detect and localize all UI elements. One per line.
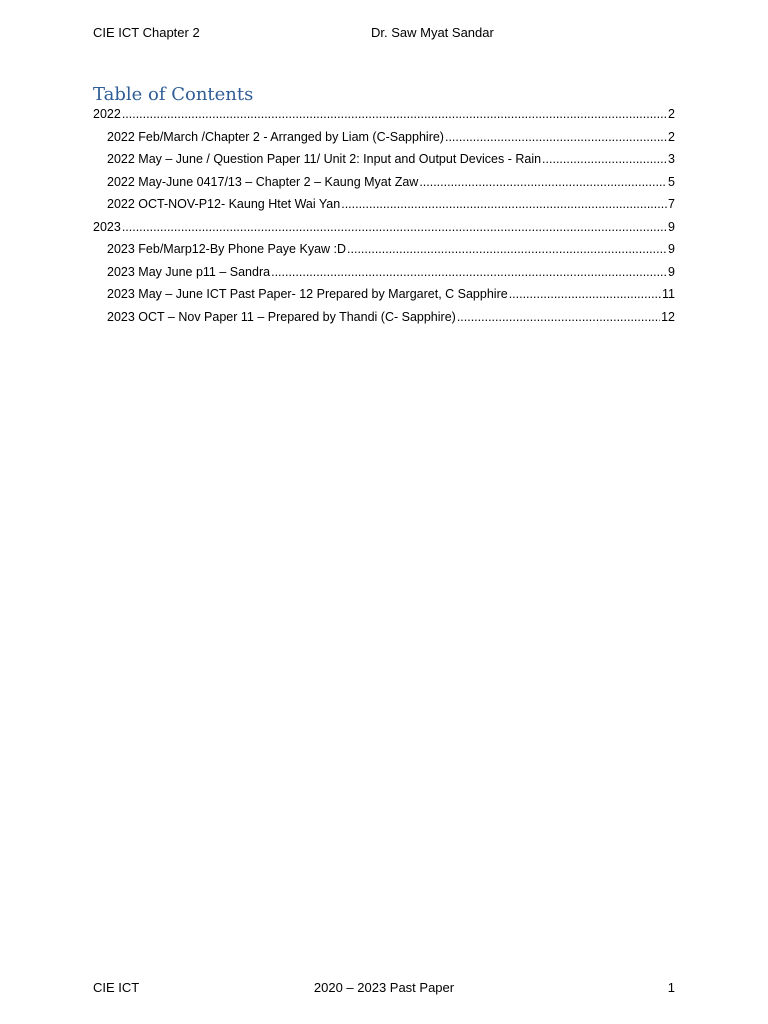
toc-entry-2022[interactable] [93, 107, 675, 130]
toc-entry-text[interactable]: 2022 OCT-NOV-P12- Kaung Htet Wai Yan [107, 197, 341, 211]
footer-center-text: 2020 – 2023 Past Paper [313, 980, 455, 995]
toc-leader [341, 197, 667, 211]
toc-entry-text[interactable]: 2022 Feb/March /Chapter 2 - Arranged by Liam (C-Sapphire) [107, 129, 444, 144]
table-of-contents [93, 107, 675, 332]
toc-entry-page[interactable]: 3 [668, 152, 675, 166]
toc-entry-page[interactable]: 2 [668, 107, 675, 121]
toc-leader [347, 242, 667, 256]
toc-title: Table of Contents [93, 84, 254, 105]
toc-entry-text[interactable]: 2022 May-June 0417/13 – Chapter 2 – Kaung Myat Zaw [107, 174, 419, 189]
toc-leader [271, 265, 667, 279]
toc-entry-page[interactable]: 7 [668, 197, 675, 211]
toc-leader [509, 287, 661, 301]
toc-entry-text[interactable]: 2023 [93, 219, 121, 234]
toc-entry[interactable] [93, 242, 675, 265]
toc-entry-page[interactable]: 12 [661, 309, 675, 324]
toc-entry[interactable] [93, 152, 675, 175]
footer-left-text: CIE ICT [93, 980, 140, 995]
toc-leader [122, 107, 667, 121]
header-left-text: CIE ICT Chapter 2 [93, 25, 200, 40]
toc-entry-page[interactable]: 9 [668, 219, 675, 234]
toc-entry-text[interactable]: 2023 May June p11 – Sandra [107, 264, 271, 279]
toc-entry-text[interactable]: 2022 [93, 107, 121, 121]
toc-entry[interactable] [93, 197, 675, 220]
toc-entry[interactable] [93, 130, 675, 153]
toc-leader [445, 130, 667, 144]
toc-entry-text[interactable]: 2023 May – June ICT Past Paper- 12 Prepared by Margaret, C Sapphire [107, 287, 508, 301]
header-author: Dr. Saw Myat Sandar [371, 25, 494, 40]
page-number: 1 [667, 980, 675, 995]
toc-entry[interactable] [93, 175, 675, 198]
toc-entry-page[interactable]: 5 [668, 174, 675, 189]
toc-entry-text[interactable]: 2023 Feb/Marp12-By Phone Paye Kyaw :D [107, 242, 347, 256]
toc-leader [457, 310, 660, 324]
toc-entry-2023[interactable] [93, 220, 675, 243]
toc-entry[interactable] [93, 287, 675, 310]
toc-entry-page[interactable]: 2 [668, 129, 675, 144]
toc-leader [122, 220, 667, 234]
toc-leader [542, 152, 667, 166]
page-footer [93, 980, 675, 998]
toc-entry-page[interactable]: 9 [668, 264, 675, 279]
page-header [93, 25, 675, 43]
toc-entry-text[interactable]: 2023 OCT – Nov Paper 11 – Prepared by Thandi (C- Sapphire) [107, 309, 456, 324]
toc-entry[interactable] [93, 265, 675, 288]
toc-entry[interactable] [93, 310, 675, 333]
toc-entry-text[interactable]: 2022 May – June / Question Paper 11/ Unit 2: Input and Output Devices - Rain [107, 152, 542, 166]
toc-entry-page[interactable]: 9 [668, 242, 675, 256]
toc-entry-page[interactable]: 11 [662, 287, 675, 301]
toc-leader [419, 175, 667, 189]
